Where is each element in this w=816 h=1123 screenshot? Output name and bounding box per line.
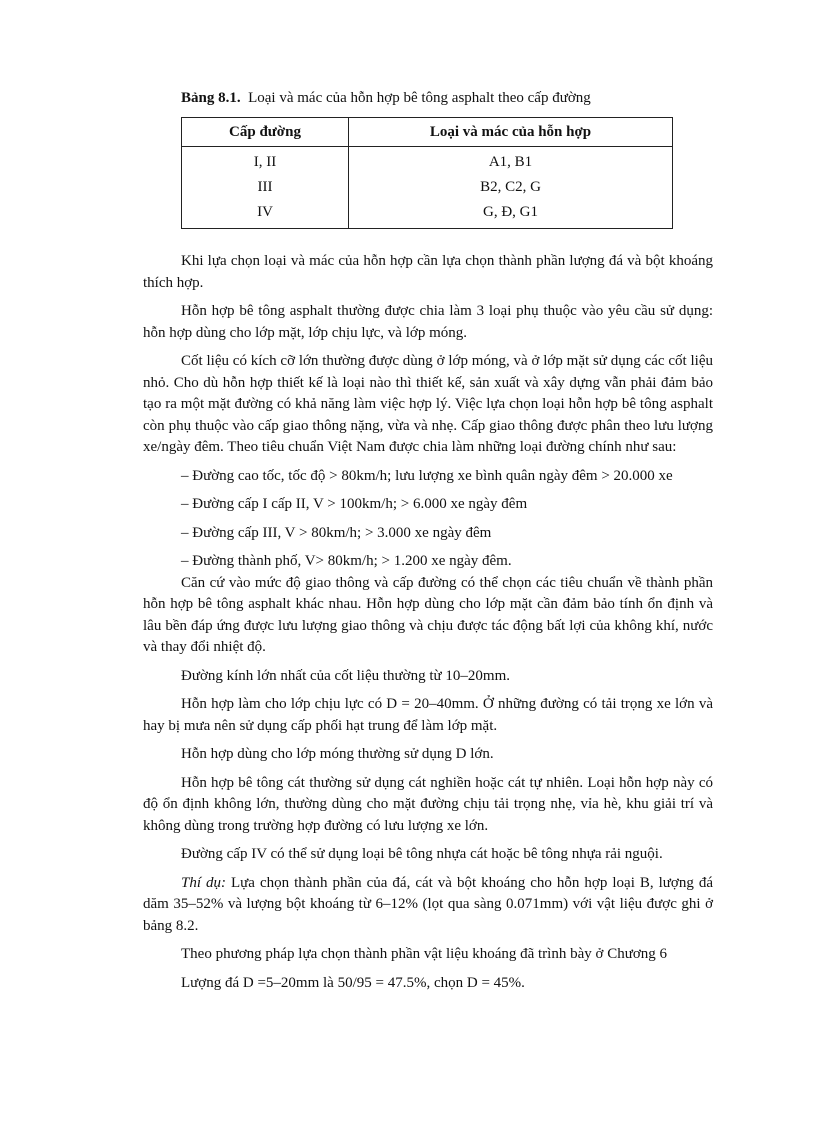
paragraph: Cốt liệu có kích cỡ lớn thường được dùng ở lớp móng, và ở lớp mặt sử dụng các cốt liệu nhỏ. Cho dù hỗn hợp thiết kế là loại nào thì thiết kế, sản xuất và xây dựng vẫn phải đảm bảo tạo ra một mặt đường có khả năng làm việc hợp lý. Việc lựa chọn loại hỗn hợp bê tông asphalt còn phụ thuộc vào cấp giao thông nặng, vừa và nhẹ. Cấp giao thông được phân theo lưu lượng xe/ngày đêm. Theo tiêu chuẩn Việt Nam được chia làm những loại đường chính như sau: xyxy=(143,353,713,455)
paragraph: Hỗn hợp bê tông asphalt thường được chia làm 3 loại phụ thuộc vào yêu cầu sử dụng: hỗn hợp dùng cho lớp mặt, lớp chịu lực, và lớp móng. xyxy=(143,303,713,341)
paragraph: Hỗn hợp làm cho lớp chịu lực có D = 20–40mm. Ở những đường có tải trọng xe lớn và hay bị mưa nên sử dụng cấp phối hạt trung để làm lớp mặt. xyxy=(143,696,713,734)
table-caption xyxy=(181,88,713,108)
paragraph: Khi lựa chọn loại và mác của hỗn hợp cần lựa chọn thành phần lượng đá và bột khoáng thích hợp. xyxy=(143,253,713,291)
example-label: Thí dụ: xyxy=(181,874,227,891)
table-header-row xyxy=(182,118,673,147)
example-paragraph xyxy=(143,873,713,938)
paragraph: Căn cứ vào mức độ giao thông và cấp đường có thể chọn các tiêu chuẩn về thành phần hỗn hợp bê tông asphalt khác nhau. Hỗn hợp dùng cho lớp mặt cần đảm bảo tính ổn định và lâu bền đáp ứng được lưu lượng giao thông và chịu được tác động bất lợi của không khí, nước và thay đổi nhiệt độ. xyxy=(143,574,713,655)
body-text xyxy=(143,251,713,994)
paragraph: Đường kính lớn nhất của cốt liệu thường từ 10–20mm. xyxy=(181,667,510,684)
list-item: – Đường cấp I cấp II, V > 100km/h; > 6.000 xe ngày đêm xyxy=(181,496,528,512)
header-road-grade: Cấp đường xyxy=(182,118,349,147)
cell-grade: III xyxy=(182,175,349,200)
road-grade-table xyxy=(181,117,673,229)
paragraph: Theo phương pháp lựa chọn thành phần vật liệu khoáng đã trình bày ở Chương 6 xyxy=(181,946,668,962)
table-row xyxy=(182,175,673,200)
list-item: – Đường cao tốc, tốc độ > 80km/h; lưu lượng xe bình quân ngày đêm > 20.000 xe xyxy=(181,467,673,484)
cell-mix: A1, B1 xyxy=(349,147,673,176)
table-row xyxy=(182,147,673,176)
paragraph: Đường cấp IV có thể sử dụng loại bê tông nhựa cát hoặc bê tông nhựa rải nguội. xyxy=(181,846,663,862)
cell-mix: G, Đ, G1 xyxy=(349,200,673,229)
table-caption-label: Bảng 8.1. xyxy=(181,90,241,106)
list-item: – Đường thành phố, V> 80km/h; > 1.200 xe ngày đêm. xyxy=(181,553,512,569)
cell-grade: IV xyxy=(182,200,349,229)
document-page xyxy=(143,88,713,1001)
paragraph: Lượng đá D =5–20mm là 50/95 = 47.5%, chọn D = 45%. xyxy=(181,974,525,991)
paragraph: Hỗn hợp dùng cho lớp móng thường sử dụng D lớn. xyxy=(181,746,494,762)
list-item: – Đường cấp III, V > 80km/h; > 3.000 xe ngày đêm xyxy=(181,524,492,541)
table-caption-text: Loại và mác của hỗn hợp bê tông asphalt theo cấp đường xyxy=(248,90,591,106)
header-mix-type: Loại và mác của hỗn hợp xyxy=(349,118,673,147)
paragraph: Hỗn hợp bê tông cát thường sử dụng cát nghiền hoặc cát tự nhiên. Loại hỗn hợp này có độ ổn định không lớn, thường dùng cho mặt đường chịu tải trọng nhẹ, vỉa hè, khu giải trí và không dùng trong trường hợp đường có lưu lượng xe lớn. xyxy=(143,774,713,834)
cell-mix: B2, C2, G xyxy=(349,175,673,200)
table-row xyxy=(182,200,673,229)
cell-grade: I, II xyxy=(182,147,349,176)
example-text: Lựa chọn thành phần của đá, cát và bột khoáng cho hỗn hợp loại B, lượng đá dăm 35–52% và lượng bột khoáng từ 6–12% (lọt qua sàng 0.071mm) với vật liệu được ghi ở bảng 8.2. xyxy=(143,874,713,934)
